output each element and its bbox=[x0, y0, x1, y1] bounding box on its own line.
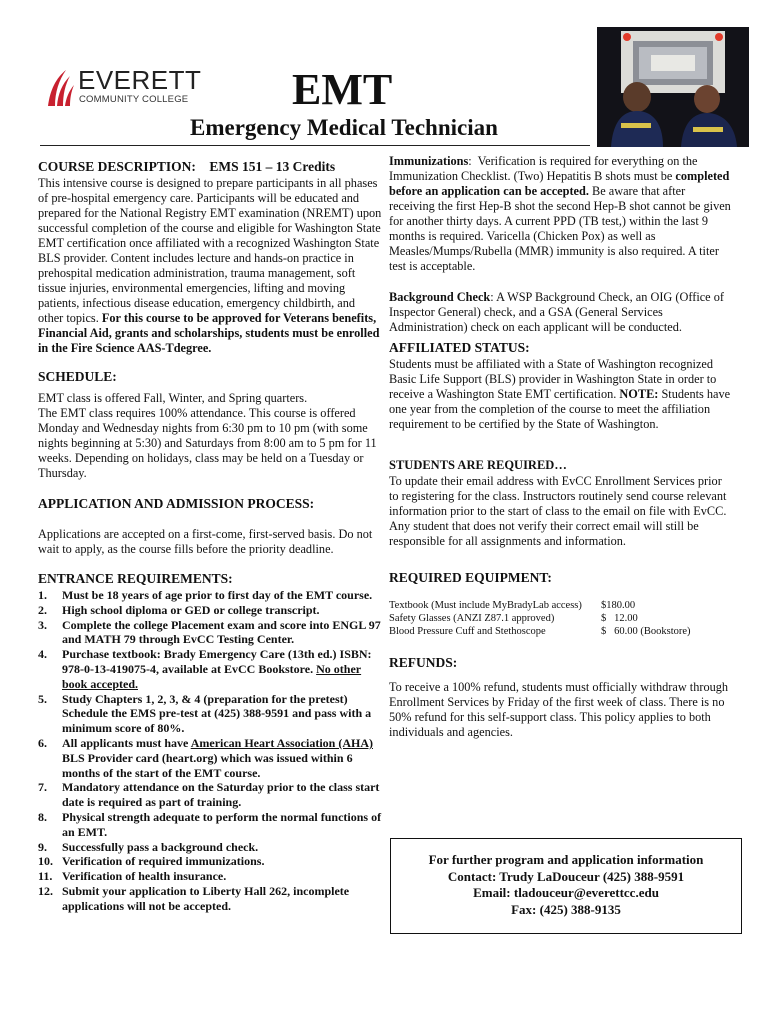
page-subtitle: Emergency Medical Technician bbox=[190, 115, 498, 140]
list-item: 5. Study Chapters 1, 2, 3, & 4 (preparation for the pretest) Schedule the EMS pre-test at (425) 388-9591 and pass with a minimum score of 80%. bbox=[38, 691, 372, 736]
list-item: 9. Successfully pass a background check. bbox=[38, 839, 259, 854]
entrance-heading: ENTRANCE REQUIREMENTS: bbox=[38, 571, 233, 586]
list-item: 12. Submit your application to Liberty Hall 262, incomplete applications will not be accepted. bbox=[38, 883, 350, 913]
course-code: EMS 151 – 13 Credits bbox=[209, 159, 336, 174]
contact-box bbox=[390, 838, 742, 934]
list-item: 3. Complete the college Placement exam and score into ENGL 97 and MATH 79 through EvCC Testing Center. bbox=[38, 617, 381, 647]
list-item: 8. Physical strength adequate to perform the normal functions of an EMT. bbox=[38, 809, 382, 839]
application-text: Applications are accepted on a first-come, first-served basis. Do not wait to apply, as the course fills before the priority deadline. bbox=[38, 527, 373, 556]
list-item: 11. Verification of health insurance. bbox=[38, 869, 227, 884]
students-required-text: To update their email address with EvCC Enrollment Services prior to registering for the class. Instructors routinely send course relevant information prior to the start of class to the email on file with EvCC. Any student that does not verify their correct email will still be responsible for all assignments and information. bbox=[389, 474, 727, 548]
students-required-heading: STUDENTS ARE REQUIRED… bbox=[389, 458, 567, 472]
page-title: EMT bbox=[292, 65, 393, 114]
entrance-heading-text: ENTRANCE REQUIREMENTS bbox=[38, 571, 229, 586]
refunds-heading: REFUNDS: bbox=[389, 655, 458, 670]
course-veterans-note: For this course to be approved for Veterans benefits, Financial Aid, grants and scholarships, students must be enrolled in the Fire Science AAS-Tdegree. bbox=[38, 311, 380, 355]
schedule-heading: SCHEDULE: bbox=[38, 369, 117, 384]
refunds-text: To receive a 100% refund, students must officially withdraw through Enrollment Services by Friday of the first week of class. There is no 50% refund for this self-support class. This policy applies to both individuals and agencies. bbox=[389, 680, 729, 739]
ambulance-photo bbox=[597, 27, 749, 147]
contact-phone: Contact: Trudy LaDouceur (425) 388-9591 bbox=[447, 868, 685, 884]
equipment-table bbox=[389, 599, 691, 638]
background-check-text: Background Check: A WSP Background Check, an OIG (Office of Inspector General) check, and a GSA (General Services Administration) check on each applicant will be conducted. bbox=[389, 290, 724, 334]
background-check-label: Background Check bbox=[389, 290, 491, 304]
logo-subtitle: COMMUNITY COLLEGE bbox=[79, 94, 189, 105]
logo-flame-icon bbox=[44, 68, 76, 108]
list-item: 6. All applicants must have American Heart Association (AHA) BLS Provider card (heart.org) which was issued within 6 months of the start of the EMT course. bbox=[38, 735, 373, 780]
table-row: Safety Glasses (ANZI Z87.1 approved) $ 12.00 bbox=[389, 613, 638, 624]
list-item: 10. Verification of required immunizations. bbox=[38, 854, 265, 869]
list-item: 7. Mandatory attendance on the Saturday prior to the class start date is required as part of training. bbox=[38, 780, 380, 810]
list-item: 1. Must be 18 years of age prior to first day of the EMT course. bbox=[38, 588, 373, 602]
contact-fax: Fax: (425) 388-9135 bbox=[511, 901, 621, 917]
equipment-heading: REQUIRED EQUIPMENT: bbox=[389, 570, 552, 585]
immunizations-label: Immunizations bbox=[389, 154, 469, 168]
table-row: Textbook (Must include MyBradyLab access) $180.00 bbox=[389, 600, 636, 611]
schedule-quarters: EMT class is offered Fall, Winter, and Spring quarters. bbox=[38, 391, 308, 405]
college-logo bbox=[44, 66, 214, 108]
right-column bbox=[389, 154, 734, 740]
list-item: 4. Purchase textbook: Brady Emergency Care (13th ed.) ISBN: 978-0-13-419075-4, available at EvCC Bookstore. No other book accepted. bbox=[38, 647, 372, 691]
list-item: 2. High school diploma or GED or college transcript. bbox=[38, 602, 320, 617]
schedule-details: The EMT class requires 100% attendance. This course is offered Monday and Wednesday nights from 6:30 pm to 10 pm (with some nights beginning at 5:30) and Saturdays from 8:00 am to 5 pm for 11 weeks. Depending on holidays, class may be held on a Tuesday or Thursday. bbox=[38, 406, 377, 480]
course-body: This intensive course is designed to prepare participants in all phases of pre-hospital emergency care. Participants will be educated and prepared for the National Registry EMT examination (NREMT) upon successful completion of the course and eligible for Washington State EMT certification once affiliated with a recognized Washington State BLS provider. Content includes lecture and hands-on practice in prehospital medication administration, trauma management, soft tissue injuries, environmental emergencies, lifting and moving patients, infectious disease education, emergency childbirth, and other topics. bbox=[38, 176, 382, 325]
table-row: Blood Pressure Cuff and Stethoscope $ 60.00 (Bookstore) bbox=[389, 626, 691, 637]
logo-name: EVERETT bbox=[78, 65, 202, 95]
aha-link: American Heart Association (AHA) bbox=[190, 735, 373, 750]
no-other-book-note: No other book accepted. bbox=[62, 661, 362, 691]
application-heading: APPLICATION AND ADMISSION PROCESS: bbox=[38, 496, 315, 511]
entrance-requirements-list bbox=[38, 588, 383, 914]
refunds-heading-text: REFUNDS bbox=[389, 655, 453, 670]
header-divider bbox=[40, 145, 590, 146]
contact-email[interactable]: Email: tladouceur@everettcc.edu bbox=[473, 885, 659, 900]
course-description-heading: COURSE DESCRIPTION: EMS 151 – 13 Credits bbox=[38, 159, 336, 174]
course-description-label: COURSE DESCRIPTION bbox=[38, 159, 192, 174]
affiliated-heading: AFFILIATED STATUS: bbox=[389, 340, 530, 355]
course-description-text bbox=[38, 176, 383, 356]
left-column bbox=[38, 158, 383, 914]
contact-intro: For further program and application information bbox=[428, 852, 704, 867]
affiliated-text: Students must be affiliated with a State of Washington recognized Basic Life Support (BLS) provider in Washington State in order to receive a Washington State EMT certification. NOTE: Students have one year from the completion of the course to meet the affiliation requirement to be certified by the State of Washington. bbox=[389, 357, 731, 431]
immunizations-text: Immunizations: Verification is required for everything on the Immunization Checklist. (Two) Hepatitis B shots must be completed before an application can be accepted. Be aware that after receiving the first Hep-B shot the second Hep-B shot cannot be given for another thirty days. A current PPD (TB test,) within the last 9 months is required. Varicella (Chicken Pox) as well as Measles/Mumps/Rubella (MMR) immunity is also required. A titer test is acceptable. bbox=[389, 154, 731, 273]
schedule-heading-text: SCHEDULE bbox=[38, 369, 113, 384]
